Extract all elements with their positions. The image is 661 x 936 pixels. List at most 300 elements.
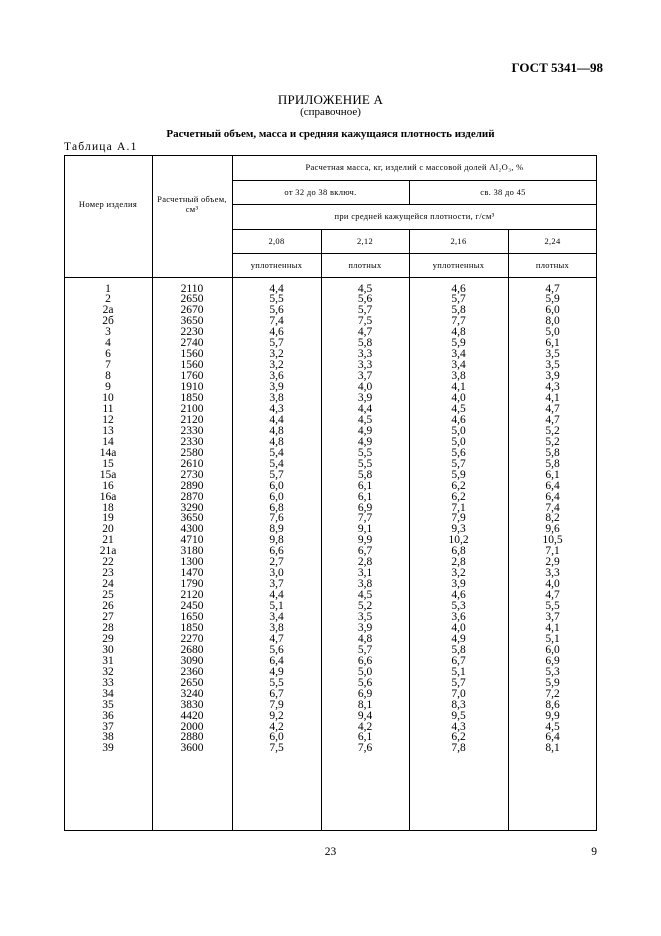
document-code: ГОСТ 5341—98	[511, 60, 603, 75]
cell-mass-1: 5,6	[269, 304, 284, 317]
cell-mass-4: 3,5	[545, 359, 560, 372]
cell-item: 23	[102, 567, 114, 580]
cell-volume: 2670	[180, 304, 204, 317]
cell-mass-1: 4,4	[269, 282, 284, 295]
cell-mass-2: 7,7	[357, 512, 373, 525]
cell-volume: 2100	[180, 402, 204, 415]
cell-mass-2: 4,7	[357, 326, 373, 339]
header-type-2: плотных	[348, 260, 382, 270]
cell-mass-2: 3,5	[357, 611, 373, 623]
cell-mass-1: 7,4	[269, 315, 284, 328]
cell-item: 4	[105, 337, 111, 350]
cell-item: 36	[102, 709, 114, 722]
table-row	[64, 371, 597, 382]
cell-mass-2: 3,3	[357, 348, 373, 361]
cell-item: 33	[102, 676, 114, 689]
table-row	[64, 294, 597, 305]
cell-mass-2: 5,5	[357, 446, 373, 459]
cell-volume: 3090	[180, 654, 204, 667]
cell-mass-4: 5,0	[545, 326, 560, 339]
cell-mass-4: 4,1	[545, 392, 560, 404]
cell-volume: 3290	[180, 501, 204, 514]
cell-item: 34	[102, 687, 114, 700]
cell-mass-3: 4,6	[451, 282, 466, 295]
cell-volume: 1560	[180, 359, 204, 372]
cell-volume: 2230	[180, 326, 204, 339]
cell-mass-1: 6,0	[269, 731, 284, 744]
cell-mass-3: 6,2	[451, 490, 466, 503]
cell-mass-4: 8,2	[545, 512, 560, 525]
table-row	[64, 327, 597, 338]
table-row	[64, 732, 597, 743]
cell-volume: 1650	[180, 611, 204, 623]
table-row	[64, 711, 597, 722]
cell-mass-3: 7,8	[451, 742, 466, 755]
table-row	[64, 722, 597, 733]
cell-item: 15а	[99, 468, 117, 481]
appendix-title: ПРИЛОЖЕНИЕ А	[277, 92, 384, 107]
cell-item: 24	[102, 578, 114, 591]
cell-item: 10	[102, 392, 114, 404]
cell-mass-2: 7,6	[357, 742, 373, 755]
cell-volume: 2330	[180, 424, 204, 437]
cell-mass-4: 5,9	[545, 293, 560, 306]
table-row	[64, 470, 597, 481]
table-row	[64, 338, 597, 349]
cell-mass-4: 4,7	[545, 282, 560, 295]
table-row	[64, 601, 597, 612]
cell-mass-2: 5,8	[357, 337, 373, 350]
cell-mass-2: 6,9	[357, 501, 373, 514]
cell-mass-3: 5,0	[451, 435, 466, 448]
cell-mass-3: 5,3	[451, 600, 466, 613]
cell-volume: 2330	[180, 435, 204, 448]
cell-mass-2: 5,8	[357, 468, 373, 481]
table-row	[64, 382, 597, 393]
cell-mass-1: 3,2	[269, 359, 284, 372]
cell-mass-4: 6,4	[545, 479, 560, 492]
cell-mass-1: 5,5	[269, 676, 284, 689]
cell-item: 28	[102, 621, 114, 634]
cell-mass-1: 9,2	[269, 709, 284, 722]
cell-mass-1: 3,4	[269, 611, 284, 623]
cell-mass-1: 6,8	[269, 501, 284, 514]
cell-mass-2: 7,5	[357, 315, 373, 328]
cell-mass-2: 6,9	[357, 687, 373, 700]
cell-volume: 3180	[180, 545, 204, 558]
cell-mass-4: 4,0	[545, 578, 560, 591]
cell-item: 3	[105, 326, 111, 339]
cell-mass-2: 6,6	[357, 654, 373, 667]
cell-volume: 2580	[180, 446, 204, 459]
table-row	[64, 426, 597, 437]
cell-mass-4: 6,0	[545, 304, 560, 317]
cell-mass-1: 4,4	[269, 413, 284, 426]
cell-mass-1: 5,1	[269, 600, 284, 613]
cell-mass-2: 4,5	[357, 413, 373, 426]
cell-mass-1: 4,4	[269, 589, 284, 602]
cell-item: 15	[102, 457, 114, 470]
cell-item: 21а	[99, 545, 117, 558]
cell-volume: 2650	[180, 676, 204, 689]
cell-mass-2: 3,3	[357, 359, 373, 372]
cell-mass-1: 4,9	[269, 665, 284, 678]
cell-item: 25	[102, 589, 114, 602]
cell-mass-3: 6,7	[451, 654, 466, 667]
cell-mass-1: 5,7	[269, 337, 284, 350]
cell-mass-3: 4,6	[451, 589, 466, 602]
cell-mass-4: 4,7	[545, 402, 560, 415]
table-row	[64, 284, 597, 295]
table-title: Расчетный объем, масса и средняя кажущаяся плотность изделий	[166, 128, 495, 140]
cell-mass-3: 3,9	[451, 578, 466, 591]
cell-mass-2: 3,7	[357, 370, 373, 383]
cell-volume: 3240	[180, 687, 204, 700]
cell-mass-3: 4,5	[451, 402, 466, 415]
cell-mass-2: 3,9	[357, 392, 373, 404]
header-volume: Расчетный объем, см³	[157, 194, 227, 214]
cell-mass-4: 4,5	[545, 720, 560, 733]
cell-mass-1: 6,7	[269, 687, 284, 700]
cell-mass-1: 5,4	[269, 457, 284, 470]
cell-mass-3: 10,2	[448, 534, 469, 547]
cell-mass-2: 6,1	[357, 479, 373, 492]
table-row	[64, 481, 597, 492]
cell-mass-2: 5,0	[357, 665, 373, 678]
cell-volume: 2610	[180, 457, 204, 470]
table-row	[64, 689, 597, 700]
cell-volume: 3830	[180, 698, 204, 711]
header-mass-caption: Расчетная масса, кг, изделий с массовой долей Al₂O₃, %	[305, 162, 524, 172]
table-row	[64, 546, 597, 557]
cell-mass-2: 9,9	[357, 534, 373, 547]
cell-volume: 1790	[180, 578, 204, 591]
header-density-3: 2,16	[450, 236, 467, 246]
header-density-2: 2,12	[356, 236, 374, 246]
cell-item: 2	[105, 293, 111, 306]
cell-mass-1: 7,9	[269, 698, 284, 711]
cell-mass-4: 3,3	[545, 567, 560, 580]
cell-mass-3: 4,0	[451, 621, 466, 634]
table-row	[64, 590, 597, 601]
cell-mass-3: 5,9	[451, 337, 466, 350]
cell-mass-1: 7,6	[269, 512, 284, 525]
cell-item: 7	[105, 359, 111, 372]
cell-mass-1: 3,8	[269, 392, 284, 404]
cell-volume: 4300	[180, 523, 204, 536]
cell-mass-1: 4,8	[269, 435, 284, 448]
cell-volume: 2270	[180, 632, 204, 645]
cell-mass-4: 9,9	[545, 709, 560, 722]
cell-mass-3: 9,3	[451, 523, 466, 536]
table-row	[64, 568, 597, 579]
cell-item: 2б	[102, 315, 114, 328]
cell-mass-3: 5,6	[451, 446, 466, 459]
cell-item: 16	[102, 479, 114, 492]
cell-volume: 2450	[180, 600, 204, 613]
cell-mass-3: 5,7	[451, 676, 466, 689]
cell-item: 16а	[99, 490, 117, 503]
cell-item: 6	[105, 348, 111, 361]
table-row	[64, 448, 597, 459]
table-row	[64, 623, 597, 634]
cell-volume: 1850	[180, 621, 204, 634]
table-row	[64, 656, 597, 667]
cell-mass-2: 5,6	[357, 676, 373, 689]
cell-volume: 1300	[180, 556, 204, 569]
table-row	[64, 459, 597, 470]
table-row	[64, 524, 597, 535]
cell-mass-1: 6,0	[269, 479, 284, 492]
cell-mass-4: 2,9	[545, 556, 560, 569]
sheet-number: 9	[591, 846, 597, 858]
cell-mass-3: 5,7	[451, 293, 466, 306]
cell-item: 19	[102, 512, 114, 525]
cell-item: 32	[102, 665, 114, 678]
cell-mass-1: 3,8	[269, 621, 284, 634]
cell-mass-4: 6,1	[545, 337, 560, 350]
cell-mass-1: 3,6	[269, 370, 284, 383]
cell-mass-1: 5,4	[269, 446, 284, 459]
cell-mass-4: 3,5	[545, 348, 560, 361]
cell-item: 26	[102, 600, 114, 613]
cell-item: 11	[102, 402, 114, 415]
cell-mass-4: 6,4	[545, 731, 560, 744]
cell-item: 1	[105, 282, 111, 295]
table-row	[64, 634, 597, 645]
cell-mass-2: 3,9	[357, 621, 373, 634]
cell-mass-4: 5,9	[545, 676, 560, 689]
cell-mass-1: 9,8	[269, 534, 284, 547]
cell-mass-4: 5,8	[545, 446, 560, 459]
cell-mass-1: 5,5	[269, 293, 284, 306]
cell-mass-3: 3,4	[451, 359, 466, 372]
header-range-1: от 32 до 38 включ.	[284, 187, 357, 197]
cell-mass-2: 5,6	[357, 293, 373, 306]
cell-volume: 1760	[180, 370, 204, 383]
cell-volume: 2120	[180, 589, 204, 602]
page-number: 23	[324, 846, 337, 858]
cell-item: 14а	[99, 446, 117, 459]
cell-volume: 2360	[180, 665, 204, 678]
cell-mass-4: 8,1	[545, 742, 560, 755]
cell-mass-4: 4,3	[545, 381, 560, 394]
header-range-2: св. 38 до 45	[480, 187, 526, 197]
cell-mass-3: 3,4	[451, 348, 466, 361]
cell-mass-3: 7,7	[451, 315, 466, 328]
cell-mass-3: 5,1	[451, 665, 466, 678]
cell-mass-3: 3,8	[451, 370, 466, 383]
cell-volume: 4710	[180, 534, 204, 547]
cell-mass-4: 5,8	[545, 457, 560, 470]
table-row	[64, 700, 597, 711]
cell-mass-1: 7,5	[269, 742, 284, 755]
cell-mass-3: 4,6	[451, 413, 466, 426]
table-row	[64, 557, 597, 568]
cell-mass-2: 2,8	[357, 556, 373, 569]
cell-mass-2: 3,8	[357, 578, 373, 591]
cell-mass-3: 4,3	[451, 720, 466, 733]
cell-volume: 2890	[180, 479, 204, 492]
cell-volume: 2000	[180, 720, 204, 733]
table-row	[64, 360, 597, 371]
cell-item: 20	[102, 523, 114, 536]
cell-mass-2: 9,1	[357, 523, 373, 536]
cell-item: 38	[102, 731, 114, 744]
cell-volume: 3650	[180, 315, 204, 328]
table-row	[64, 743, 597, 754]
cell-mass-4: 5,1	[545, 632, 560, 645]
cell-mass-1: 6,0	[269, 490, 284, 503]
table-row	[64, 349, 597, 360]
appendix-note: (справочное)	[300, 106, 361, 118]
cell-mass-4: 5,2	[545, 424, 560, 437]
cell-mass-4: 5,5	[545, 600, 560, 613]
cell-mass-2: 6,1	[357, 490, 373, 503]
cell-item: 30	[102, 643, 114, 656]
cell-mass-1: 4,2	[269, 720, 284, 733]
cell-mass-1: 4,3	[269, 402, 284, 415]
cell-mass-2: 4,0	[357, 381, 373, 394]
cell-volume: 2730	[180, 468, 204, 481]
cell-mass-4: 3,9	[545, 370, 560, 383]
table-row	[64, 437, 597, 448]
cell-volume: 1910	[180, 381, 204, 394]
table-row	[64, 645, 597, 656]
cell-mass-1: 5,6	[269, 643, 284, 656]
cell-mass-1: 4,6	[269, 326, 284, 339]
cell-item: 9	[105, 381, 111, 394]
cell-mass-4: 6,0	[545, 643, 560, 656]
cell-mass-3: 5,8	[451, 643, 466, 656]
cell-item: 22	[102, 556, 114, 569]
cell-item: 8	[105, 370, 111, 383]
header-type-3: уплотненных	[432, 260, 485, 270]
cell-item: 31	[102, 654, 114, 667]
table-row	[64, 579, 597, 590]
cell-mass-3: 3,6	[451, 611, 466, 623]
cell-mass-3: 9,5	[451, 709, 466, 722]
table-row	[64, 667, 597, 678]
cell-item: 12	[102, 413, 114, 426]
table-row	[64, 393, 597, 404]
table-row	[64, 492, 597, 503]
cell-mass-1: 8,9	[269, 523, 284, 536]
cell-item: 18	[102, 501, 114, 514]
cell-volume: 2740	[180, 337, 204, 350]
cell-item: 27	[102, 611, 114, 623]
table-row	[64, 305, 597, 316]
cell-item: 37	[102, 720, 114, 733]
cell-volume: 2870	[180, 490, 204, 503]
cell-volume: 1850	[180, 392, 204, 404]
table-row	[64, 678, 597, 689]
cell-mass-4: 8,0	[545, 315, 560, 328]
cell-mass-2: 5,7	[357, 643, 373, 656]
table-row	[64, 316, 597, 327]
cell-mass-2: 6,1	[357, 731, 373, 744]
cell-mass-2: 3,1	[357, 567, 373, 580]
cell-mass-3: 6,2	[451, 479, 466, 492]
table-row	[64, 503, 597, 514]
cell-mass-1: 6,6	[269, 545, 284, 558]
cell-mass-4: 6,4	[545, 490, 560, 503]
cell-mass-1: 6,4	[269, 654, 284, 667]
header-item-number: Номер изделия	[78, 199, 138, 209]
header-type-4: плотных	[535, 260, 570, 270]
cell-mass-1: 5,7	[269, 468, 284, 481]
table-row	[64, 612, 597, 623]
cell-volume: 3600	[180, 742, 204, 755]
cell-mass-2: 4,5	[357, 282, 373, 295]
cell-mass-2: 5,5	[357, 457, 373, 470]
cell-item: 35	[102, 698, 114, 711]
cell-mass-3: 4,1	[451, 381, 466, 394]
table-row	[64, 415, 597, 426]
cell-item: 13	[102, 424, 114, 437]
header-density-caption: при средней кажущейся плотности, г/см³	[334, 211, 495, 221]
cell-mass-2: 5,2	[357, 600, 373, 613]
cell-volume: 1470	[180, 567, 204, 580]
cell-mass-4: 7,2	[545, 687, 560, 700]
cell-mass-3: 7,0	[451, 687, 466, 700]
cell-volume: 2680	[180, 643, 204, 656]
cell-mass-4: 5,3	[545, 665, 560, 678]
header-density-4: 2,24	[544, 236, 561, 246]
cell-mass-2: 6,7	[357, 545, 373, 558]
cell-mass-1: 4,7	[269, 632, 284, 645]
cell-mass-2: 8,1	[357, 698, 373, 711]
cell-volume: 2120	[180, 413, 204, 426]
cell-mass-4: 10,5	[542, 534, 563, 547]
cell-mass-2: 4,9	[357, 424, 373, 437]
cell-mass-2: 4,5	[357, 589, 373, 602]
cell-mass-4: 7,1	[545, 545, 560, 558]
cell-mass-3: 2,8	[451, 556, 466, 569]
cell-mass-2: 4,8	[357, 632, 373, 645]
header-type-1: уплотненных	[250, 260, 303, 270]
cell-mass-4: 6,9	[545, 654, 560, 667]
cell-item: 2а	[102, 304, 114, 317]
cell-mass-4: 4,1	[545, 621, 560, 634]
cell-mass-4: 5,2	[545, 435, 560, 448]
cell-mass-3: 5,8	[451, 304, 466, 317]
cell-mass-3: 5,9	[451, 468, 466, 481]
cell-mass-1: 3,7	[269, 578, 284, 591]
cell-mass-3: 6,2	[451, 731, 466, 744]
cell-mass-1: 3,0	[269, 567, 284, 580]
cell-mass-1: 4,8	[269, 424, 284, 437]
cell-mass-4: 8,6	[545, 698, 560, 711]
cell-mass-3: 6,8	[451, 545, 466, 558]
cell-volume: 3650	[180, 512, 204, 525]
cell-mass-1: 3,9	[269, 381, 284, 394]
cell-mass-3: 7,9	[451, 512, 466, 525]
cell-mass-3: 4,0	[451, 392, 466, 404]
cell-mass-2: 4,2	[357, 720, 373, 733]
cell-volume: 2110	[180, 282, 204, 295]
cell-item: 14	[102, 435, 114, 448]
table-row	[64, 513, 597, 524]
cell-volume: 1560	[180, 348, 204, 361]
cell-mass-3: 3,2	[451, 567, 466, 580]
cell-volume: 4420	[180, 709, 204, 722]
cell-mass-2: 9,4	[357, 709, 373, 722]
cell-mass-3: 5,7	[451, 457, 466, 470]
cell-mass-1: 2,7	[269, 556, 284, 569]
header-density-1: 2,08	[268, 236, 285, 246]
cell-item: 39	[102, 742, 114, 755]
